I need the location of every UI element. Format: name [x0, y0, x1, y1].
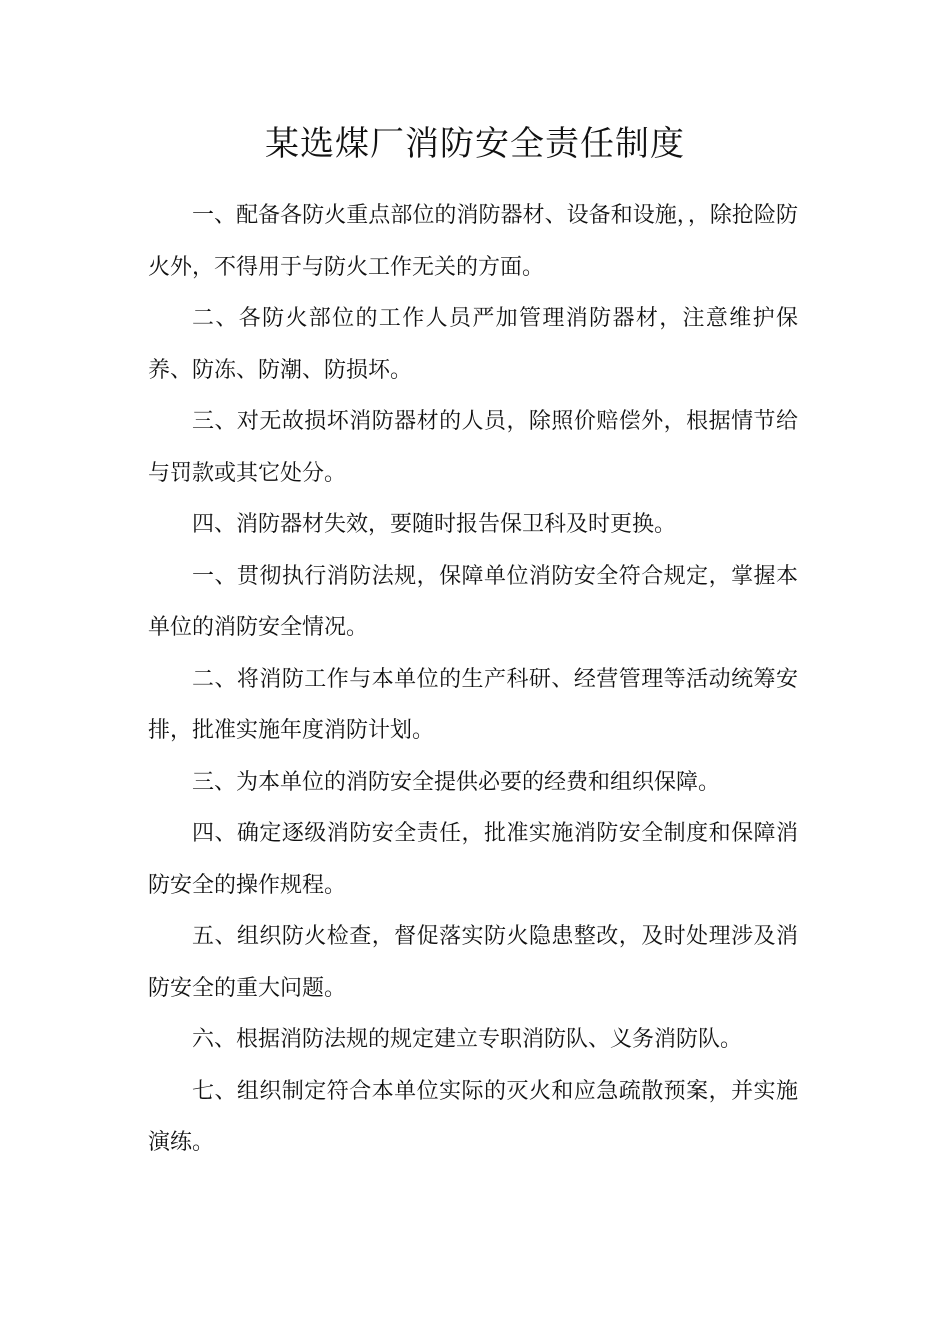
- paragraph-6: 二、将消防工作与本单位的生产科研、经营管理等活动统筹安排，批准实施年度消防计划。: [148, 666, 798, 743]
- paragraph-3: 三、对无故损坏消防器材的人员，除照价赔偿外，根据情节给与罚款或其它处分。: [148, 409, 798, 486]
- paragraph-4: 四、消防器材失效，要随时报告保卫科及时更换。: [192, 512, 677, 537]
- document-body: [148, 190, 798, 1169]
- paragraph-8: 四、确定逐级消防安全责任，批准实施消防安全制度和保障消防安全的操作规程。: [148, 821, 798, 898]
- paragraph-7: 三、为本单位的消防安全提供必要的经费和组织保障。: [192, 769, 721, 795]
- paragraph-9: 五、组织防火检查，督促落实防火隐患整改，及时处理涉及消防安全的重大问题。: [148, 924, 798, 1001]
- paragraph-2: 二、各防火部位的工作人员严加管理消防器材，注意维护保养、防冻、防潮、防损坏。: [148, 306, 798, 383]
- page-title: 某选煤厂消防安全责任制度: [265, 124, 685, 164]
- paragraph-1: 一、配备各防火重点部位的消防器材、设备和设施，，除抢险防火外，不得用于与防火工作无关的方面。: [148, 203, 798, 280]
- paragraph-10: 六、根据消防法规的规定建立专职消防队、义务消防队。: [192, 1027, 743, 1052]
- paragraph-5: 一、贯彻执行消防法规，保障单位消防安全符合规定，掌握本单位的消防安全情况。: [148, 563, 798, 640]
- paragraph-11: 七、组织制定符合本单位实际的灭火和应急疏散预案，并实施演练。: [148, 1078, 798, 1155]
